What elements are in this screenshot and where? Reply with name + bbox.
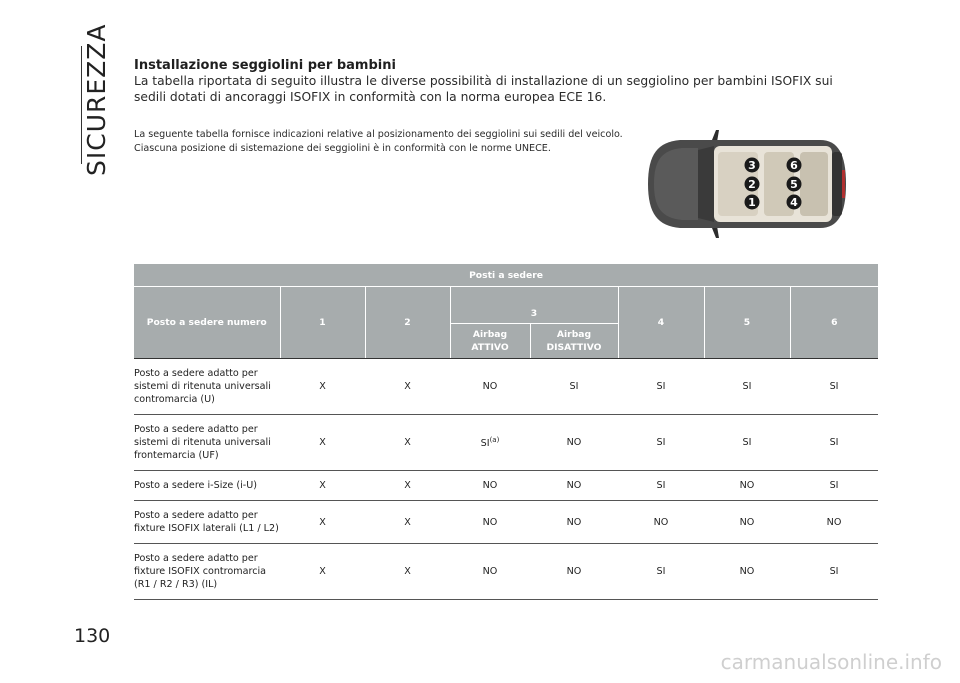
cell: NO	[618, 501, 704, 544]
cell: X	[280, 544, 365, 600]
watermark: carmanualsonline.info	[720, 650, 942, 674]
cell: NO	[530, 415, 618, 471]
cell: SI	[618, 359, 704, 415]
cell: NO	[530, 471, 618, 501]
col-header-3: 3	[450, 287, 618, 324]
group-header: Posti a sedere	[134, 264, 878, 287]
cell: SI	[530, 359, 618, 415]
row-label: Posto a sedere i-Size (i-U)	[134, 471, 280, 501]
section-title: SICUREZZA	[82, 23, 111, 176]
cell: SI	[790, 415, 878, 471]
cell: SI	[618, 471, 704, 501]
cell: NO	[450, 544, 530, 600]
page-heading: Installazione seggiolini per bambini	[134, 58, 396, 73]
seat-number-5: 5	[790, 178, 798, 191]
col-header-airbag-attivo: Airbag ATTIVO	[450, 324, 530, 359]
cell: X	[280, 471, 365, 501]
table-row	[134, 471, 878, 501]
cell: NO	[790, 501, 878, 544]
cell-value: SI	[480, 438, 490, 450]
seat-number-1: 1	[748, 196, 756, 209]
cell: NO	[450, 359, 530, 415]
row-header: Posto a sedere numero	[134, 287, 280, 359]
cell: NO	[450, 501, 530, 544]
cell: NO	[704, 544, 790, 600]
cell: X	[365, 415, 450, 471]
cell: SI	[618, 544, 704, 600]
seat-number-2: 2	[748, 178, 756, 191]
table-row	[134, 501, 878, 544]
cell: SI	[618, 415, 704, 471]
seat-number-3: 3	[748, 159, 756, 172]
row-label: Posto a sedere adatto per sistemi di ritenuta universali contromarcia (U)	[134, 359, 280, 415]
cell: NO	[704, 471, 790, 501]
cell: X	[280, 359, 365, 415]
cell: X	[280, 415, 365, 471]
col-header-2: 2	[365, 287, 450, 359]
table-row	[134, 359, 878, 415]
car-seat-diagram	[640, 130, 850, 238]
col-header-4: 4	[618, 287, 704, 359]
cell: X	[365, 544, 450, 600]
col-header-airbag-disattivo: Airbag DISATTIVO	[530, 324, 618, 359]
note-paragraph: La seguente tabella fornisce indicazioni relative al posizionamento dei seggiolini sui sedili del veicolo. Ciascuna posizione di sistemazione dei seggiolini è in conformità con le norme UNECE.	[134, 129, 623, 154]
seat-number-4: 4	[790, 196, 798, 209]
row-label: Posto a sedere adatto per sistemi di ritenuta universali frontemarcia (UF)	[134, 415, 280, 471]
col-header-6: 6	[790, 287, 878, 359]
cell: NO	[530, 544, 618, 600]
cell: X	[365, 501, 450, 544]
cell-with-footnote	[450, 415, 530, 471]
cell: NO	[450, 471, 530, 501]
seat-number-6: 6	[790, 159, 798, 172]
cell: SI	[704, 359, 790, 415]
cell: X	[365, 359, 450, 415]
cell: SI	[790, 471, 878, 501]
page-number: 130	[74, 625, 111, 647]
cell: NO	[530, 501, 618, 544]
intro-paragraph: La tabella riportata di seguito illustra le diverse possibilità di installazione di un seggiolino per bambini ISOFIX sui sedili dotati di ancoraggi ISOFIX in conformità con la norma europea ECE 16.	[134, 74, 833, 104]
cell: SI	[790, 359, 878, 415]
table-row	[134, 415, 878, 471]
table-row	[134, 544, 878, 600]
row-label: Posto a sedere adatto per fixture ISOFIX contromarcia (R1 / R2 / R3) (IL)	[134, 544, 280, 600]
cell: SI	[790, 544, 878, 600]
row-label: Posto a sedere adatto per fixture ISOFIX laterali (L1 / L2)	[134, 501, 280, 544]
footnote-marker: (a)	[489, 435, 500, 444]
col-header-5: 5	[704, 287, 790, 359]
cell: X	[365, 471, 450, 501]
cell: NO	[704, 501, 790, 544]
col-header-1: 1	[280, 287, 365, 359]
cell: SI	[704, 415, 790, 471]
cell: X	[280, 501, 365, 544]
seat-compatibility-table	[134, 264, 878, 600]
